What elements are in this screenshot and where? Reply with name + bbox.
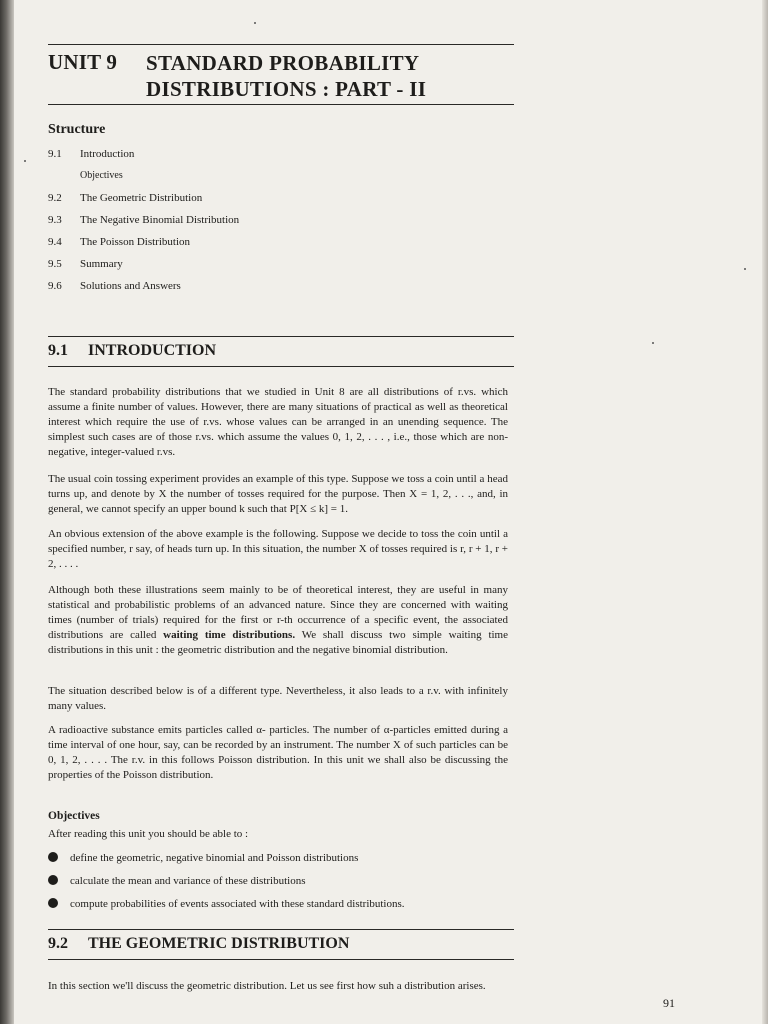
- section-number: 9.2: [48, 935, 68, 952]
- structure-heading: Structure: [48, 122, 106, 137]
- unit-title-line1: STANDARD PROBABILITY: [146, 51, 420, 75]
- section-rule-bottom: [48, 959, 514, 960]
- page-number: 91: [663, 996, 675, 1010]
- toc-item-number: 9.5: [48, 258, 62, 270]
- scan-speck: [652, 342, 654, 344]
- paragraph: The standard probability distributions that we studied in Unit 8 are all distributions of r.vs. which assume a finite number of values. However, there are many situations of practical as well as theoretical interest which require the use of r.vs. whose values can be arranged in an unending sequence. The simplest such cases are of those r.vs. which assume the values 0, 1, 2, . . . , i.e., those which are non-negative, integer-valued r.vs.: [48, 386, 508, 458]
- paragraph-text: We shall discuss two simple waiting time distributions in this unit : the geometric distribution and the negative binomial distribution.: [48, 629, 508, 656]
- title-top-rule: [48, 44, 514, 45]
- toc-item-title: Summary: [80, 258, 123, 270]
- toc-item-title: The Poisson Distribution: [80, 236, 191, 248]
- section-heading-introduction: [48, 342, 216, 360]
- paragraph-text: Although both these illustrations seem mainly to be of theoretical interest, they are useful in many statistical and probabilistic problems of an advanced nature. Since they are concerned with waiting times (number of trials) required for the first or r-th occurrence of a specific event, the associated distributions are called: [48, 584, 508, 641]
- objective-text: define the geometric, negative binomial and Poisson distributions: [70, 852, 359, 864]
- bullet-icon: [48, 898, 58, 908]
- title-bottom-rule: [48, 104, 514, 105]
- toc-item-title: The Geometric Distribution: [80, 192, 203, 204]
- unit-label: UNIT 9: [48, 50, 118, 74]
- objective-bullet: [48, 852, 358, 864]
- objective-text: calculate the mean and variance of these distributions: [70, 875, 306, 887]
- toc-item-number: 9.4: [48, 236, 62, 248]
- toc-item-title: The Negative Binomial Distribution: [80, 214, 240, 226]
- paragraph: The situation described below is of a different type. Nevertheless, it also leads to a r.v. with infinitely many values.: [48, 685, 508, 712]
- scan-speck: [24, 160, 26, 162]
- section-number: 9.1: [48, 342, 68, 359]
- unit-title: [146, 50, 426, 102]
- toc-item-number: 9.6: [48, 280, 62, 292]
- toc-item-title: Solutions and Answers: [80, 280, 181, 292]
- section-heading-geometric: [48, 935, 349, 953]
- objective-bullet: [48, 875, 306, 887]
- toc-item-number: 9.2: [48, 192, 62, 204]
- toc-subitem-title: Objectives: [80, 170, 123, 181]
- paragraph: [48, 583, 508, 658]
- section-rule-top: [48, 336, 514, 337]
- paragraph: A radioactive substance emits particles called α- particles. The number of α-particles emitted during a time interval of one hour, say, can be recorded by an instrument. The number X of such particles can be 0, 1, 2, . . . . The r.v. in this follows Poisson distribution. In this unit we shall also be discussing the properties of the Poisson distribution.: [48, 724, 508, 781]
- paragraph: The usual coin tossing experiment provides an example of this type. Suppose we toss a coin until a head turns up, and denote by X the number of tosses required for the purpose. Then X = 1, 2, . . ., and, in general, we cannot specify an upper bound k such that P[X ≤ k] = 1.: [48, 473, 508, 515]
- scan-speck: [254, 22, 256, 24]
- section-title: THE GEOMETRIC DISTRIBUTION: [88, 935, 350, 952]
- objectives-heading: Objectives: [48, 810, 100, 822]
- objectives-intro: After reading this unit you should be able to :: [48, 828, 249, 840]
- toc-item-number: 9.1: [48, 148, 62, 160]
- toc-item-number: 9.3: [48, 214, 62, 226]
- paragraph: An obvious extension of the above example is the following. Suppose we decide to toss the coin until a specified number, r say, of heads turn up. In this situation, the number X of tosses required is r, r + 1, r + 2, . . . .: [48, 528, 508, 570]
- page-right-edge: [762, 0, 768, 1024]
- section-rule-top: [48, 929, 514, 930]
- section-rule-bottom: [48, 366, 514, 367]
- toc-item-title: Introduction: [80, 148, 135, 160]
- objective-bullet: [48, 898, 405, 910]
- objective-text: compute probabilities of events associated with these standard distributions.: [70, 898, 405, 910]
- bullet-icon: [48, 875, 58, 885]
- unit-title-line2: DISTRIBUTIONS : PART - II: [146, 77, 427, 101]
- section-title: INTRODUCTION: [88, 342, 217, 359]
- paragraph: In this section we'll discuss the geometric distribution. Let us see first how suh a distribution arises.: [48, 980, 486, 992]
- page-binding-shadow: [0, 0, 14, 1024]
- bullet-icon: [48, 852, 58, 862]
- bold-term: waiting time distributions.: [163, 629, 296, 641]
- scan-speck: [744, 268, 746, 270]
